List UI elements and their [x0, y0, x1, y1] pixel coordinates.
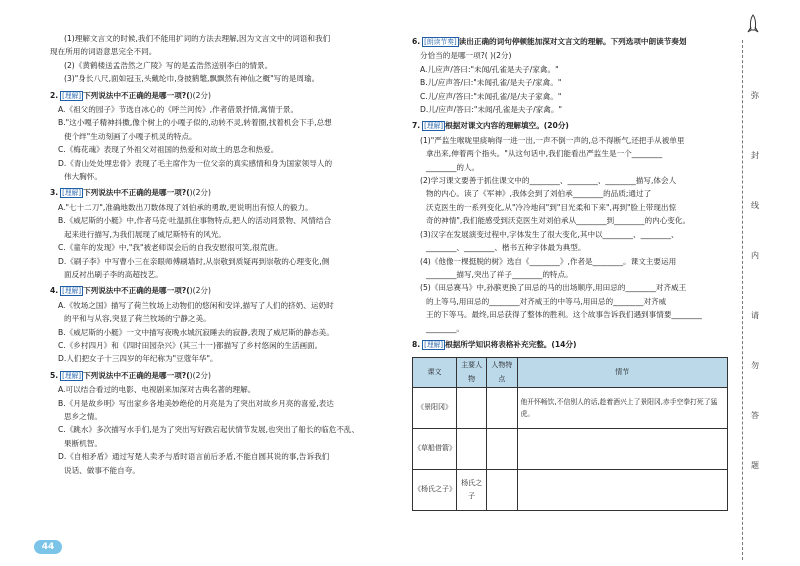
table-cell — [487, 388, 517, 429]
text-line: 的上等马,用田忌的________对齐威王的中等马,用田忌的________对齐威 — [426, 296, 667, 306]
left-column — [50, 32, 370, 477]
margin-char: 题 — [751, 461, 759, 470]
table-row — [413, 388, 728, 429]
table-cell: 《杨氏之子》 — [413, 470, 457, 511]
text-line: C.《童年的发现》中,"我"被老师误会后的自我安慰很可笑,很荒唐。 — [58, 243, 283, 253]
table-header: 人物特点 — [487, 358, 517, 388]
margin-char: 勿 — [751, 361, 759, 370]
text-line: ________。 — [426, 323, 464, 333]
text-line: (5)《田忌赛马》中,孙膑更换了田忌的马的出场顺序,用田忌的________对齐威王 — [420, 283, 687, 293]
text-line: 果断机智。 — [64, 438, 102, 448]
skill-tag: [理解] — [62, 189, 82, 198]
question-points: )(2分) — [189, 370, 211, 380]
text-line: B.《威尼斯的小艇》一文中描写夜晚水城沉寂睡去的寂静,表现了威尼斯的静态美。 — [58, 327, 334, 337]
text-line: 伟大胸怀。 — [64, 172, 102, 182]
margin-char: 内 — [751, 251, 759, 260]
text-line: 奇的神情",我们能感受到沃克医生对刘伯承从________到________的内心变化。 — [426, 216, 691, 226]
skill-tag: [理解] — [424, 122, 444, 131]
summary-table — [412, 357, 728, 511]
margin-char: 弥 — [751, 91, 759, 100]
skill-tag: [理解] — [62, 91, 82, 100]
question-number: 6. — [412, 37, 421, 46]
table-cell: 杨氏之子 — [457, 470, 487, 511]
text-line: 王的下等马。最终,田忌获得了整体的胜利。这个故事告诉我们遇到事情要________ — [426, 310, 702, 320]
question-number: 3. — [50, 188, 59, 198]
text-line: A."七十二刀",准确地数出刀数体现了刘伯承的勇敢,更说明出有惊人的毅力。 — [58, 202, 313, 212]
question-stem — [412, 35, 730, 49]
text-line: A.可以结合看过的电影、电视剧来加深对古典名著的理解。 — [58, 385, 256, 395]
text-line: B.《月是故乡明》写出家乡各地美妙绝伦的月亮是为了突出对故乡月亮的喜爱,表达 — [58, 398, 334, 408]
margin-char: 答 — [751, 411, 759, 420]
text-line: D.儿/应声/答曰:"未闻/孔雀是夫子/家禽。" — [420, 105, 562, 115]
question-number: 8. — [412, 339, 421, 349]
text-line: (1)"严监生喉咙里痰响得一进一出,一声不倒一声的,总不得断气,还把手从被单里 — [420, 135, 685, 145]
question-stem — [412, 119, 730, 133]
text-line: (4)《他像一棵挺脱的树》选自《________》,作者是________。课文主要运用 — [420, 256, 677, 266]
question-text: 读出正确的词句停顿能加深对文言文的理解。下列选项中朗读节奏划 — [458, 37, 687, 46]
text-line: ________、________、楷书五种字体最为典型。 — [426, 243, 586, 253]
question-points: )(2分) — [189, 188, 211, 198]
table-cell — [487, 429, 517, 470]
text-line: ________的人。 — [426, 162, 480, 172]
table-header: 课文 — [413, 358, 457, 388]
skill-tag: [理解] — [62, 287, 82, 296]
question-text: 下列说法中不正确的是哪一项?( — [83, 286, 190, 296]
table-cell — [457, 388, 487, 429]
question-number: 2. — [50, 90, 59, 100]
margin-char: 请 — [751, 311, 759, 320]
table-cell — [517, 429, 728, 470]
table-header: 情节 — [517, 358, 728, 388]
rocket-icon — [747, 14, 759, 36]
table-cell — [487, 470, 517, 511]
text-line: 物的内心。读了《军神》,我体会到了刘伯承________的品质;通过了 — [426, 189, 652, 199]
question-text: 根据对课文内容的理解填空。(20分) — [445, 121, 569, 131]
text-line: C.《乡村四月》和《四时田园杂兴》(其三十一)都描写了乡村悠闲的生活画面。 — [58, 340, 323, 350]
text-line: 的平和与从容,突显了荷兰牧场的宁静之美。 — [64, 314, 211, 324]
question-number: 5. — [50, 370, 59, 380]
text-line: C.儿/应声/答曰:"未闻孔雀/是/夫子家禽。" — [420, 91, 562, 101]
text-line: C.《梅花魂》表现了外祖父对祖国的热爱和对故土的思念和热爱。 — [58, 145, 279, 155]
text-line: 思乡之情。 — [64, 411, 102, 421]
binding-line — [742, 40, 743, 560]
question-points: )(2分) — [189, 90, 211, 100]
text-line: (2)学习课文要善于抓住课文中的________、________、________描写,体会人 — [420, 176, 677, 186]
skill-tag: [理解] — [62, 371, 82, 380]
question-stem — [50, 89, 370, 103]
skill-tag: [朗读节奏] — [424, 38, 457, 46]
table-row — [413, 470, 728, 511]
text-line: 现在所用的词语意思完全不同。 — [50, 47, 157, 57]
text-line: A.《牧场之国》描写了荷兰牧场上动物们的悠闲和安详,描写了人们的挤奶、运奶时 — [58, 300, 334, 310]
question-number: 7. — [412, 121, 421, 131]
table-cell — [517, 470, 728, 511]
table-cell: 《景阳冈》 — [413, 388, 457, 429]
text-line: D.《青山处处埋忠骨》表现了毛主席作为一位父亲的真实感情和身为国家领导人的 — [58, 158, 333, 168]
question-stem — [50, 284, 370, 298]
table-cell — [457, 429, 487, 470]
text-line: D.《刷子李》中写曹小三在亲眼师傅刷墙时,从崇敬到质疑再到崇敬的心理变化,侧 — [58, 256, 330, 266]
page-number: 44 — [34, 540, 62, 554]
skill-tag: [理解] — [424, 340, 444, 349]
table-header: 主要人物 — [457, 358, 487, 388]
text-line: 分恰当的是哪一项?( )(2分) — [420, 51, 512, 61]
table-cell: 他开怀畅饮,不信别人的话,趁着酒兴上了景阳冈,赤手空拳打死了猛虎。 — [517, 388, 728, 429]
text-line: 沃克医生的一系列变化,从"冷冷地问"到"目光柔和下来",再到"脸上带现出惊 — [426, 202, 677, 212]
table-cell: 《草船借箭》 — [413, 429, 457, 470]
table-row — [413, 429, 728, 470]
text-line: A.《祖父的园子》节选自冰心的《呼兰河传》,作者借景抒情,寓情于景。 — [58, 105, 299, 115]
question-text: 下列说法中不正确的是哪一项?( — [83, 188, 190, 198]
text-line: 使个绊"生动刻画了小嘎子机灵的特点。 — [64, 131, 197, 141]
text-line: B."这小嘎子精神抖擞,像个树上的小嘎子似的,动转不灵,转着圈,找着机会下手,总想 — [58, 118, 332, 128]
margin-char: 线 — [751, 201, 759, 210]
question-text: 下列说法中不正确的是哪一项?( — [83, 90, 190, 100]
text-line: 说话、做事不能自夸。 — [64, 465, 140, 475]
text-line: B.《威尼斯的小艇》中,作者马克·吐温抓住事物特点,把人的活动同景物、风情结合 — [58, 216, 332, 226]
text-line: D.《自相矛盾》通过写楚人卖矛与盾时语言前后矛盾,不能自圆其说的事,告诉我们 — [58, 452, 330, 462]
question-text: 下列说法中不正确的是哪一项?( — [83, 370, 190, 380]
text-line: 起来进行描写,为我们展现了威尼斯特有的风光。 — [64, 229, 226, 239]
question-stem — [412, 338, 730, 352]
text-line: (3)汉字在发展演变过程中,字体发生了很大变化,其中以________、________、 — [420, 229, 679, 239]
text-line: A.儿应声/答曰:"未闻/孔雀是夫子/家禽。" — [420, 64, 559, 74]
question-number: 4. — [50, 286, 59, 296]
question-stem — [50, 369, 370, 383]
question-stem — [50, 186, 370, 200]
text-line: D.人们把女子十三四岁的年纪称为"豆蔻年华"。 — [58, 354, 218, 364]
question-text: 根据所学知识将表格补充完整。(14分) — [445, 339, 577, 349]
text-line: (1)理解文言文的时候,我们不能用扩词的方法去理解,因为文言文中的词语和我们 — [64, 34, 331, 43]
text-line: (3)"身长八尺,面如冠玉,头戴纶巾,身披鹤氅,飘飘然有神仙之概"写的是周瑜。 — [64, 74, 320, 84]
text-line: (2)《黄鹤楼送孟浩然之广陵》写的是孟浩然送别李白的情景。 — [64, 60, 273, 70]
question-points: )(2分) — [189, 286, 211, 296]
text-line: 面反衬出刷子李的高超技艺。 — [64, 269, 163, 279]
text-line: ________描写,突出了祥子________的特点。 — [426, 269, 573, 279]
text-line: C.《跳水》多次描写水手们,是为了突出写好跌宕起伏情节发展,也突出了船长的临危不乱、 — [58, 425, 360, 435]
margin-char: 封 — [751, 151, 759, 160]
right-column — [412, 32, 730, 511]
text-line: 拿出来,伸着两个指头。"从这句话中,我们能看出严监生是一个________ — [426, 149, 663, 159]
text-line: B.儿/应声答/曰:"未闻孔雀/是夫子/家禽。" — [420, 78, 562, 88]
